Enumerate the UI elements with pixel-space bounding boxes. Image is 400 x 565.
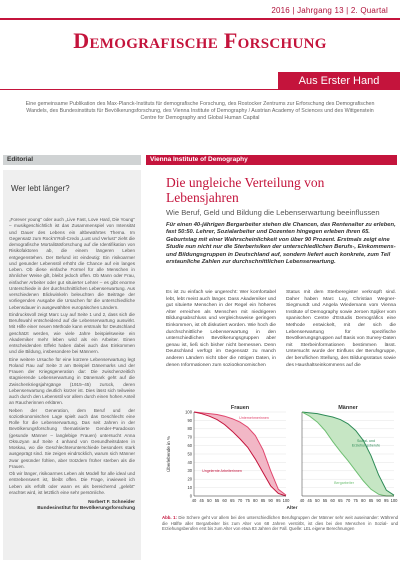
frauen-title: Frauen xyxy=(230,405,250,411)
maenner-x-tick-label: 90 xyxy=(376,498,381,503)
frauen-y-tick-label: 60 xyxy=(187,443,192,448)
maenner-x-tick-label: 60 xyxy=(330,498,335,503)
article-body xyxy=(166,290,396,369)
frauen-y-axis-label: Überlebende in % xyxy=(166,436,171,472)
maenner-title: Männer xyxy=(338,405,358,411)
editorial-paragraph: Neben der Generation, dem Beruf und der sozioökonomischen Lage spielt auch das Geschlecht eine Rolle für die Lebenserwartung. Das seit Jahren in der Bevölkerungsforschung thematisierte Gender-Paradoxon (gesunde Männer – langlebige Frauen) untersucht Anna Oksuzyan auf Seite 4 anhand von Gesundheitsdaten in Moskau, wo die Geschlechterunterschiede besonders stark ausgeprägt sind. Sie zeigen eindrücklich, warum sich Männer zwar gesünder fühlen, aber trotzdem früher sterben als die Frauen. xyxy=(9,407,135,469)
top-rule xyxy=(0,18,400,20)
maenner-x-tick-label: 95 xyxy=(384,498,389,503)
maenner-series-label: Bergarbeiter xyxy=(334,481,354,485)
article-title: Die ungleiche Verteilung von Lebensjahren xyxy=(166,175,325,205)
maenner-x-tick-label: 55 xyxy=(322,498,328,503)
article-column-2: Status mit dem Sterberegister verknüpft sind. Daher haben Marc Luy, Christian Wegner-Siegmundt und Angela Wiedemann vom Vienna Institute of Demography sowie Jeroen Spijker vom spanischen Centre d'Estudis Demogràfics eine Methode entwickelt, mit der sich die Lebenserwartung für spezifische Bevölkerungsgruppen auf Basis von Survey-Daten mit Sterbeinformationen bestimmen lässt. Untersucht wurde der Einfluss der Berufsgruppe, der beruflichen Stellung, des Bildungsstatus sowie des Haushaltseinkommens auf die xyxy=(286,290,396,368)
editorial-paragraph: Eine weitere Ursache für eine kürzere Lebenserwartung legt Roland Rau auf Seite 3 am Beispiel Dänemarks und der Frauen der Kriegsgeneration dar: Die zwischenzeitlich stagnierende Lebenserwartung in Dänemark geht auf die Zwischenkriegsjahrgänge (1915–45) zurück, deren Lebenserwartung deutlich kürzer ist. Dies lässt sich teilweise auch durch den Lebensstil vor allem durch einen hohen Anteil an Raucherinnen erklären. xyxy=(9,356,135,406)
editorial-paragraph: Eindrucksvoll zeigt Marc Luy auf Seite 1 und 2, dass sich die Berufswahl entscheidend auf die Lebenserwartung auswirkt. Mit Hilfe einer neuen Methode kann erstmals für Deutschland geschätzt werden, wie viele Jahre beispielsweise ein Akademiker mehr leben wird als ein Arbeiter. Einen entscheidenden Effekt haben dabei auch das Einkommen und die Bildung, insbesondere bei Männern. xyxy=(9,311,135,355)
frauen-x-tick-label: 80 xyxy=(253,498,258,503)
banner-rule xyxy=(0,89,400,90)
frauen-y-tick-label: 30 xyxy=(187,468,192,474)
frauen-series-label: Unternehmerinnen xyxy=(239,416,269,420)
maenner-x-tick-label: 70 xyxy=(345,498,351,503)
editorial-header: Editorial xyxy=(3,155,141,165)
maenner-x-tick-label: 100 xyxy=(390,498,398,503)
survival-figure xyxy=(162,402,398,510)
frauen-y-tick-label: 0 xyxy=(189,493,192,499)
editorial-text xyxy=(9,217,135,496)
frauen-x-tick-label: 85 xyxy=(260,498,266,503)
frauen-x-tick-label: 100 xyxy=(282,498,290,503)
maenner-x-tick-label: 50 xyxy=(315,498,320,503)
frauen-y-tick-label: 70 xyxy=(187,434,192,440)
frauen-series-label: Ungelernte Arbeiterinnen xyxy=(202,469,242,473)
frauen-x-tick-label: 50 xyxy=(207,498,212,503)
masthead xyxy=(0,28,400,54)
frauen-x-tick-label: 90 xyxy=(268,498,273,503)
signature xyxy=(9,500,135,512)
signature-org: Bundesinstitut für Bevölkerungsforschung xyxy=(37,506,135,511)
signature-name: Norbert F. Schneider xyxy=(88,500,135,505)
frauen-y-tick-label: 50 xyxy=(187,451,192,457)
maenner-x-tick-label: 80 xyxy=(361,498,366,503)
frauen-x-tick-label: 40 xyxy=(191,498,197,503)
maenner-series-label: Erziehungsberufe xyxy=(351,443,381,448)
caption-text: Die Schere geht vor allem bei den unterschiedlichen Berufsgruppen der Männer sehr weit auseinander: Während die Hälfte aller Bergarbeiter bis zum Alter von 68 Jahren verstirbt, ist dies bei den Menschen in Sozial- und Erziehungsberufen erst bis zum Alter von etwa 83 Jahren der Fall. Quelle: LEL eigene Berechnungen xyxy=(162,515,398,532)
frauen-y-tick-label: 90 xyxy=(187,417,192,423)
institute-header: Vienna Institute of Demography xyxy=(146,155,397,165)
maenner-x-tick-label: 40 xyxy=(299,498,305,503)
maenner-x-axis-label: Alter xyxy=(286,506,298,510)
publication-title: Demografische Forschung xyxy=(73,28,327,53)
frauen-y-tick-label: 10 xyxy=(187,485,192,490)
figure-caption xyxy=(162,515,398,532)
editorial-paragraph: „Forever young" oder auch „Live Fast, Love Hard, Die Young" – musikgeschichtlich ist das Zusammenspiel von Intensität und Dauer des Lebens ein altbewährtes Thema. Im Gegensatz zum Rock'n'Roll-Credo „Lust und Verlust" zieht die demografische Mortalitätsforschung auf die Identifikation von Risikofaktoren ab, die einem längeren Leben entgegenstehen. Der Befund ist eindeutig: Ein risikoarmer und gesunder Lebensstil erhöht die Chance auf ein langes Leben. Ob diese einfache Formel für alle Menschen in ähnlicher Weise gilt, bleibt jedoch offen. Ob Mann oder Frau, einfacher Arbeiter oder gut situierter Lehrer – es gibt enorme Unterschiede in der durchschnittlichen Lebenserwartung. Aus verschiedenen Blickwinkeln beleuchten die Beiträge der vorliegenden Ausgabe die Ursachen für die unterschiedliche Lebensdauer in ausgewählten europäischen Ländern. xyxy=(9,217,135,310)
frauen-y-tick-label: 80 xyxy=(187,426,192,432)
frauen-x-tick-label: 65 xyxy=(230,498,235,503)
maenner-x-tick-label: 85 xyxy=(368,498,374,503)
frauen-y-tick-label: 20 xyxy=(187,476,192,482)
editorial-title: Wer lebt länger? xyxy=(11,184,70,193)
frauen-x-tick-label: 55 xyxy=(214,498,220,503)
frauen-x-tick-label: 45 xyxy=(199,498,204,503)
caption-label: Abb. 1: xyxy=(162,515,177,520)
maenner-x-tick-label: 65 xyxy=(338,498,343,503)
maenner-x-tick-label: 75 xyxy=(353,498,358,503)
article-subtitle: Wie Beruf, Geld und Bildung die Lebenserwartung beeinflussen xyxy=(166,208,380,217)
frauen-x-tick-label: 75 xyxy=(245,498,250,503)
maenner-series-label: Sozial- und xyxy=(357,439,375,443)
frauen-y-tick-label: 100 xyxy=(185,409,192,415)
article-lead: Für einen 40-jährigen Bergarbeiter stehen die Chancen, das Rentenalter zu erleben, fast 50:50. Lehrer, Sozialarbeiter und Dozenten hingegen erleben ihren 65. Geburtstag mit einer Wahrscheinlichkeit von über 90 Prozent. Erstmals zeigt eine Studie nun nicht nur die Sterberisiken der unterschiedlichen Berufs-, Einkommens- und Bildungsgruppen in Deutschland auf, sondern liefert auch konkrete, zum Teil erstaunliche Zahlen zur durchschnittlichen Lebenserwartung. xyxy=(166,222,396,266)
frauen-x-tick-label: 60 xyxy=(222,498,227,503)
maenner-x-tick-label: 45 xyxy=(307,498,312,503)
frauen-x-tick-label: 70 xyxy=(237,498,243,503)
issue-info: 2016 | Jahrgang 13 | 2. Quartal xyxy=(271,6,388,15)
editorial-column xyxy=(3,170,141,560)
editorial-paragraph: Ob wir länger, risikoarmes Leben als Modell für alle ideal und erstrebenswert ist, bleibt offen. Die Frage, inwieweit ich Leben als erfüllt oder wann es als bereichernd „gelebt" erachtet wird, ist letztlich eine sehr persönliche. xyxy=(9,471,135,495)
article-column-1: Es ist zu einfach wie ungerecht: Wer komfortabel lebt, lebt meist auch länger. Dass Akademiker und gut situierte Menschen in der Regel ein höheres Alter erreichen als Menschen mit niedrigeren Bildungsabschluss und vergleichsweise geringem Einkommen, ist oft diskutiert worden. Wie hoch die durchschnittliche Lebenserwartung in den unterschiedlichen Bevölkerungsgruppen aber genau ist, ließ sich bisher nicht bemessen. Denn Deutschland verfügt im Gegensatz zu manch anderen Ländern nicht über die nötigen Daten, in denen Informationen zum sozioökonomischen xyxy=(166,290,276,368)
publisher-intro: Eine gemeinsame Publikation des Max-Planck-Instituts für demografische Forschung, des Rostocker Zentrums zur Erforschung des Demografischen Wandels, des Bundesinstituts für Bevölkerungsforschung, des Vienna Institute of Demography / Austrian Academy of Sciences und des Wittgenstein Centre for Demography and Global Human Capital xyxy=(25,101,375,121)
survival-chart-svg xyxy=(162,402,398,510)
frauen-x-tick-label: 95 xyxy=(276,498,281,503)
frauen-y-tick-label: 40 xyxy=(187,459,192,465)
section-banner: Aus Erster Hand xyxy=(278,72,400,90)
